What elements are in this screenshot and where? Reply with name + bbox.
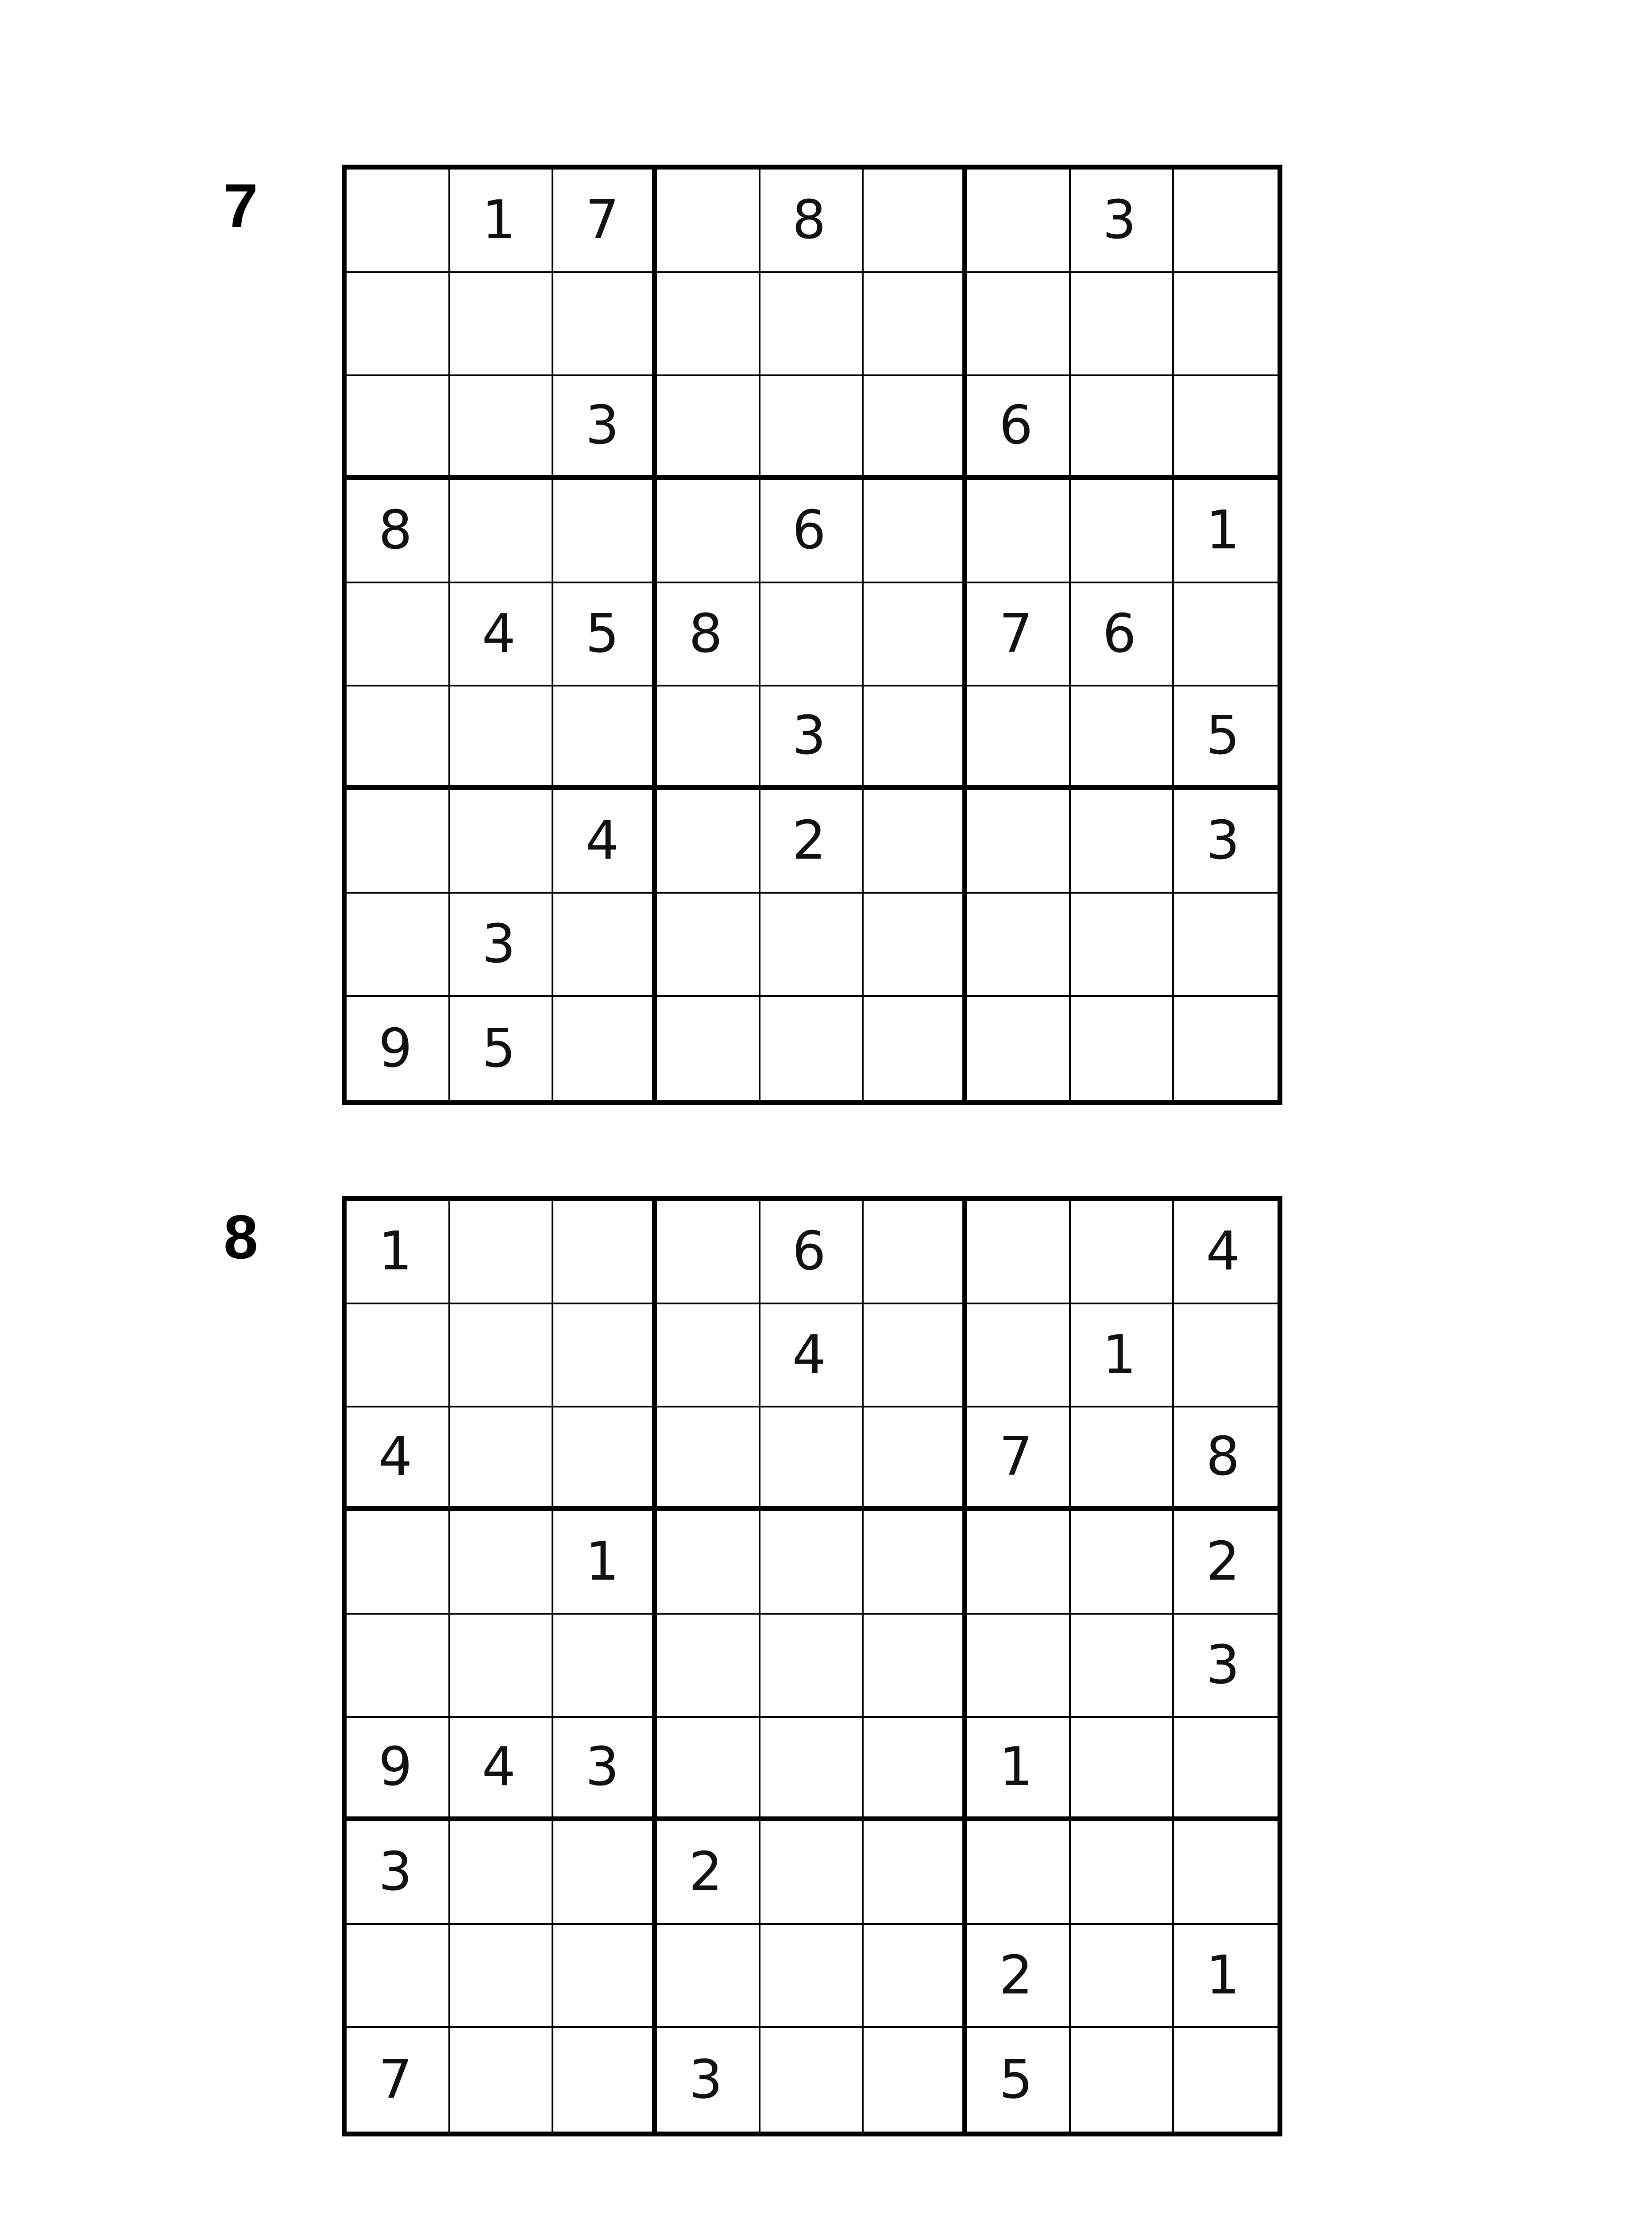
- sudoku-cell-r3c2[interactable]: [450, 1407, 554, 1511]
- sudoku-cell-r2c6[interactable]: [864, 273, 967, 377]
- sudoku-cell-r5c2[interactable]: [450, 1615, 554, 1718]
- sudoku-cell-r3c1[interactable]: 4: [347, 1407, 450, 1511]
- sudoku-cell-r6c4[interactable]: [657, 1718, 760, 1821]
- sudoku-cell-r3c8[interactable]: [1071, 376, 1174, 480]
- sudoku-cell-r1c2[interactable]: 1: [450, 170, 554, 273]
- sudoku-cell-r4c1[interactable]: [347, 1511, 450, 1615]
- sudoku-cell-r1c2[interactable]: [450, 1201, 554, 1304]
- sudoku-cell-r2c8[interactable]: [1071, 273, 1174, 377]
- sudoku-cell-r4c5[interactable]: [760, 1511, 864, 1615]
- sudoku-cell-r9c8[interactable]: [1071, 997, 1174, 1100]
- sudoku-cell-r4c7[interactable]: [967, 480, 1071, 583]
- sudoku-cell-r4c6[interactable]: [864, 480, 967, 583]
- sudoku-cell-r3c9[interactable]: 8: [1174, 1407, 1278, 1511]
- sudoku-cell-r7c6[interactable]: [864, 790, 967, 894]
- sudoku-grid: [342, 165, 1282, 1105]
- sudoku-cell-r3c4[interactable]: [657, 376, 760, 480]
- sudoku-cell-r7c6[interactable]: [864, 1821, 967, 1925]
- sudoku-cell-r4c6[interactable]: [864, 1511, 967, 1615]
- sudoku-cell-r3c9[interactable]: [1174, 376, 1278, 480]
- sudoku-cell-r4c4[interactable]: [657, 480, 760, 583]
- sudoku-cell-r1c9[interactable]: [1174, 170, 1278, 273]
- sudoku-cell-r2c1[interactable]: [347, 1304, 450, 1408]
- sudoku-cell-r5c9[interactable]: 3: [1174, 1615, 1278, 1718]
- sudoku-cell-r4c7[interactable]: [967, 1511, 1071, 1615]
- sudoku-cell-r8c2[interactable]: 3: [450, 894, 554, 997]
- sudoku-cell-r6c3[interactable]: 3: [553, 1718, 657, 1821]
- sudoku-cell-r8c3[interactable]: [553, 894, 657, 997]
- sudoku-cell-r9c3[interactable]: [553, 997, 657, 1100]
- sudoku-cell-r5c8[interactable]: 6: [1071, 583, 1174, 687]
- sudoku-cell-r7c7[interactable]: [967, 1821, 1071, 1925]
- sudoku-cell-r6c6[interactable]: [864, 686, 967, 790]
- sudoku-cell-r5c4[interactable]: [657, 1615, 760, 1718]
- sudoku-cell-r8c7[interactable]: 2: [967, 1925, 1071, 2028]
- sudoku-cell-r2c4[interactable]: [657, 1304, 760, 1408]
- sudoku-cell-r9c5[interactable]: [760, 997, 864, 1100]
- sudoku-cell-r8c1[interactable]: [347, 1925, 450, 2028]
- sudoku-cell-r2c3[interactable]: [553, 1304, 657, 1408]
- sudoku-cell-r3c6[interactable]: [864, 376, 967, 480]
- sudoku-cell-r9c2[interactable]: [450, 2028, 554, 2132]
- sudoku-cell-r3c7[interactable]: 6: [967, 376, 1071, 480]
- sudoku-cell-r1c6[interactable]: [864, 1201, 967, 1304]
- sudoku-cell-r6c8[interactable]: [1071, 686, 1174, 790]
- sudoku-cell-r2c2[interactable]: [450, 273, 554, 377]
- sudoku-cell-r7c3[interactable]: 4: [553, 790, 657, 894]
- sudoku-cell-r7c9[interactable]: 3: [1174, 790, 1278, 894]
- sudoku-cell-r7c5[interactable]: [760, 1821, 864, 1925]
- sudoku-cell-r7c4[interactable]: [657, 790, 760, 894]
- sudoku-cell-r5c4[interactable]: 8: [657, 583, 760, 687]
- sudoku-cell-r9c4[interactable]: 3: [657, 2028, 760, 2132]
- sudoku-cell-r4c9[interactable]: 2: [1174, 1511, 1278, 1615]
- sudoku-cell-r9c1[interactable]: 9: [347, 997, 450, 1100]
- sudoku-cell-r6c4[interactable]: [657, 686, 760, 790]
- sudoku-cell-r5c6[interactable]: [864, 583, 967, 687]
- sudoku-cell-r9c9[interactable]: [1174, 997, 1278, 1100]
- sudoku-cell-r7c1[interactable]: 3: [347, 1821, 450, 1925]
- sudoku-cell-r3c5[interactable]: [760, 376, 864, 480]
- sudoku-cell-r1c1[interactable]: [347, 170, 450, 273]
- sudoku-cell-r2c6[interactable]: [864, 1304, 967, 1408]
- sudoku-cell-r1c5[interactable]: 6: [760, 1201, 864, 1304]
- sudoku-cell-r8c9[interactable]: [1174, 894, 1278, 997]
- sudoku-cell-r4c1[interactable]: 8: [347, 480, 450, 583]
- sudoku-cell-r8c5[interactable]: [760, 894, 864, 997]
- sudoku-cell-r2c5[interactable]: [760, 273, 864, 377]
- sudoku-cell-r8c4[interactable]: [657, 894, 760, 997]
- sudoku-cell-r9c3[interactable]: [553, 2028, 657, 2132]
- sudoku-cell-r1c4[interactable]: [657, 170, 760, 273]
- sudoku-cell-r2c1[interactable]: [347, 273, 450, 377]
- sudoku-cell-r5c5[interactable]: [760, 1615, 864, 1718]
- sudoku-cell-r1c7[interactable]: [967, 170, 1071, 273]
- sudoku-cell-r4c8[interactable]: [1071, 1511, 1174, 1615]
- sudoku-cell-r4c4[interactable]: [657, 1511, 760, 1615]
- sudoku-cell-r6c6[interactable]: [864, 1718, 967, 1821]
- sudoku-cell-r3c2[interactable]: [450, 376, 554, 480]
- sudoku-cell-r9c6[interactable]: [864, 997, 967, 1100]
- sudoku-cell-r3c5[interactable]: [760, 1407, 864, 1511]
- sudoku-cell-r8c7[interactable]: [967, 894, 1071, 997]
- sudoku-cell-r1c4[interactable]: [657, 1201, 760, 1304]
- sudoku-cell-r7c5[interactable]: 2: [760, 790, 864, 894]
- sudoku-cell-r7c7[interactable]: [967, 790, 1071, 894]
- sudoku-cell-r5c6[interactable]: [864, 1615, 967, 1718]
- sudoku-cell-r8c1[interactable]: [347, 894, 450, 997]
- sudoku-cell-r5c3[interactable]: 5: [553, 583, 657, 687]
- sudoku-cell-r9c2[interactable]: 5: [450, 997, 554, 1100]
- sudoku-cell-r7c9[interactable]: [1174, 1821, 1278, 1925]
- sudoku-cell-r5c7[interactable]: [967, 1615, 1071, 1718]
- sudoku-cell-r1c8[interactable]: [1071, 1201, 1174, 1304]
- sudoku-cell-r9c9[interactable]: [1174, 2028, 1278, 2132]
- sudoku-cell-r8c6[interactable]: [864, 894, 967, 997]
- sudoku-cell-r3c6[interactable]: [864, 1407, 967, 1511]
- sudoku-cell-r1c7[interactable]: [967, 1201, 1071, 1304]
- sudoku-cell-r2c8[interactable]: 1: [1071, 1304, 1174, 1408]
- sudoku-cell-r6c5[interactable]: 3: [760, 686, 864, 790]
- sudoku-cell-r7c4[interactable]: 2: [657, 1821, 760, 1925]
- sudoku-cell-r6c7[interactable]: [967, 686, 1071, 790]
- sudoku-cell-r4c9[interactable]: 1: [1174, 480, 1278, 583]
- sudoku-cell-r6c8[interactable]: [1071, 1718, 1174, 1821]
- sudoku-cell-r9c7[interactable]: 5: [967, 2028, 1071, 2132]
- sudoku-cell-r6c9[interactable]: 5: [1174, 686, 1278, 790]
- sudoku-grid: [342, 1196, 1282, 2136]
- sudoku-cell-r2c3[interactable]: [553, 273, 657, 377]
- sudoku-cell-r4c2[interactable]: [450, 480, 554, 583]
- sudoku-cell-r9c5[interactable]: [760, 2028, 864, 2132]
- sudoku-cell-r9c7[interactable]: [967, 997, 1071, 1100]
- sudoku-cell-r5c9[interactable]: [1174, 583, 1278, 687]
- sudoku-cell-r2c9[interactable]: [1174, 1304, 1278, 1408]
- sudoku-cell-r5c1[interactable]: [347, 1615, 450, 1718]
- sudoku-cell-r4c8[interactable]: [1071, 480, 1174, 583]
- sudoku-cell-r3c3[interactable]: 3: [553, 376, 657, 480]
- sudoku-cell-r5c5[interactable]: [760, 583, 864, 687]
- sudoku-cell-r8c8[interactable]: [1071, 1925, 1174, 2028]
- sudoku-cell-r3c3[interactable]: [553, 1407, 657, 1511]
- puzzle-number: 8: [224, 1202, 258, 1272]
- sudoku-cell-r8c6[interactable]: [864, 1925, 967, 2028]
- sudoku-cell-r6c1[interactable]: [347, 686, 450, 790]
- sudoku-cell-r6c2[interactable]: [450, 686, 554, 790]
- sudoku-cell-r4c5[interactable]: 6: [760, 480, 864, 583]
- sudoku-cell-r8c9[interactable]: 1: [1174, 1925, 1278, 2028]
- sudoku-cell-r3c7[interactable]: 7: [967, 1407, 1071, 1511]
- puzzle-number: 7: [224, 171, 258, 240]
- sudoku-cell-r1c8[interactable]: 3: [1071, 170, 1174, 273]
- sudoku-cell-r9c8[interactable]: [1071, 2028, 1174, 2132]
- sudoku-cell-r8c8[interactable]: [1071, 894, 1174, 997]
- sudoku-cell-r6c1[interactable]: 9: [347, 1718, 450, 1821]
- sudoku-cell-r7c2[interactable]: [450, 790, 554, 894]
- sudoku-cell-r7c1[interactable]: [347, 790, 450, 894]
- sudoku-cell-r2c2[interactable]: [450, 1304, 554, 1408]
- sudoku-cell-r5c2[interactable]: 4: [450, 583, 554, 687]
- sudoku-cell-r1c3[interactable]: [553, 1201, 657, 1304]
- sudoku-cell-r4c3[interactable]: [553, 480, 657, 583]
- sudoku-cell-r6c9[interactable]: [1174, 1718, 1278, 1821]
- sudoku-cell-r3c8[interactable]: [1071, 1407, 1174, 1511]
- sudoku-cell-r5c7[interactable]: 7: [967, 583, 1071, 687]
- sudoku-cell-r9c6[interactable]: [864, 2028, 967, 2132]
- sudoku-cell-r6c7[interactable]: 1: [967, 1718, 1071, 1821]
- sudoku-cell-r1c1[interactable]: 1: [347, 1201, 450, 1304]
- sudoku-cell-r7c3[interactable]: [553, 1821, 657, 1925]
- sudoku-cell-r2c5[interactable]: 4: [760, 1304, 864, 1408]
- sudoku-cell-r2c7[interactable]: [967, 1304, 1071, 1408]
- sudoku-cell-r4c3[interactable]: 1: [553, 1511, 657, 1615]
- sudoku-cell-r6c5[interactable]: [760, 1718, 864, 1821]
- sudoku-cell-r2c7[interactable]: [967, 273, 1071, 377]
- sudoku-cell-r5c8[interactable]: [1071, 1615, 1174, 1718]
- sudoku-cell-r1c5[interactable]: 8: [760, 170, 864, 273]
- sudoku-cell-r9c4[interactable]: [657, 997, 760, 1100]
- sudoku-cell-r4c2[interactable]: [450, 1511, 554, 1615]
- sudoku-cell-r8c5[interactable]: [760, 1925, 864, 2028]
- sudoku-cell-r5c3[interactable]: [553, 1615, 657, 1718]
- sudoku-cell-r7c2[interactable]: [450, 1821, 554, 1925]
- sudoku-cell-r3c1[interactable]: [347, 376, 450, 480]
- sudoku-cell-r8c4[interactable]: [657, 1925, 760, 2028]
- sudoku-cell-r1c9[interactable]: 4: [1174, 1201, 1278, 1304]
- sudoku-cell-r7c8[interactable]: [1071, 790, 1174, 894]
- sudoku-cell-r7c8[interactable]: [1071, 1821, 1174, 1925]
- sudoku-cell-r8c2[interactable]: [450, 1925, 554, 2028]
- sudoku-cell-r3c4[interactable]: [657, 1407, 760, 1511]
- sudoku-cell-r6c3[interactable]: [553, 686, 657, 790]
- sudoku-cell-r5c1[interactable]: [347, 583, 450, 687]
- sudoku-cell-r6c2[interactable]: 4: [450, 1718, 554, 1821]
- sudoku-cell-r8c3[interactable]: [553, 1925, 657, 2028]
- sudoku-cell-r2c4[interactable]: [657, 273, 760, 377]
- sudoku-cell-r1c6[interactable]: [864, 170, 967, 273]
- sudoku-cell-r1c3[interactable]: 7: [553, 170, 657, 273]
- sudoku-cell-r2c9[interactable]: [1174, 273, 1278, 377]
- sudoku-cell-r9c1[interactable]: 7: [347, 2028, 450, 2132]
